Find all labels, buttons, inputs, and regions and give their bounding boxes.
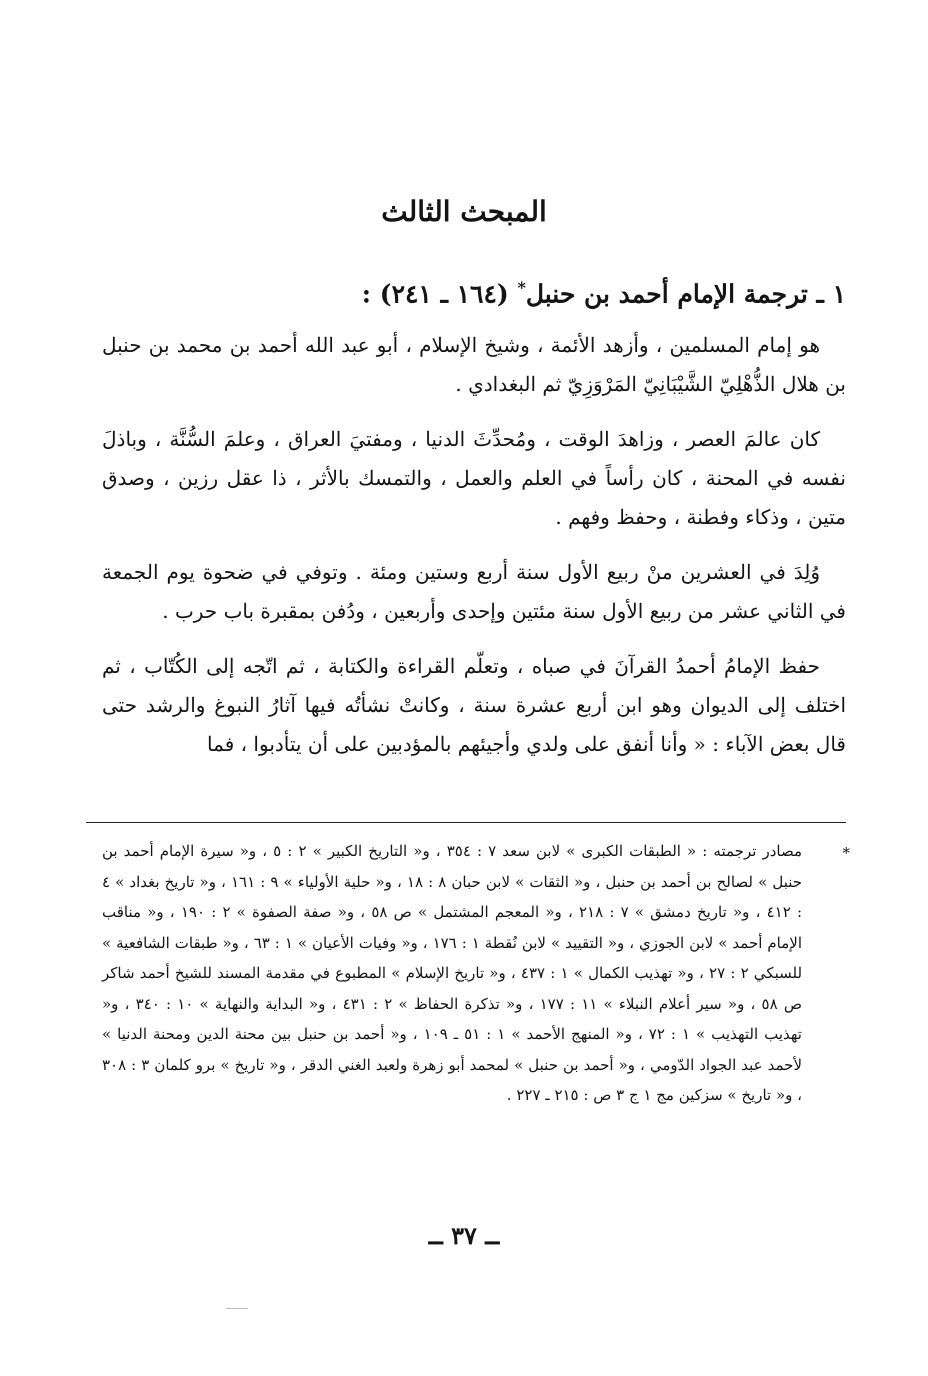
footnote-separator — [86, 822, 846, 823]
section-title: المبحث الثالث — [381, 195, 547, 228]
subsection-heading — [86, 268, 846, 314]
subsection-heading-text: ١ ـ ترجمة الإمام أحمد بن حنبل — [525, 279, 846, 309]
paragraph-qualities: كان عالمَ العصر ، وزاهدَ الوقت ، ومُحدِّثَ الدنيا ، ومفتيَ العراق ، وعلمَ السُّنَّة ، وباذلَ نفسه في المحنة ، كان رأساً في العلم والعمل ، والتمسك بالأثر ، ذا عقل رزين ، وصدق متين ، وذكاء وفطنة ، وحفظ وفهم . — [102, 427, 846, 529]
main-text — [102, 326, 846, 780]
footnote-reference[interactable]: * — [517, 278, 526, 297]
footnote — [102, 836, 850, 1111]
paragraph-lineage: هو إمام المسلمين ، وأزهد الأئمة ، وشيخ الإسلام ، أبو عبد الله أحمد بن محمد بن حنبل بن هلال الذُّهْلِيّ الشَّيْبَانِيّ المَرْوَزِيّ ثم البغدادي . — [102, 333, 846, 396]
paragraph-education: حفظ الإمامُ أحمدُ القرآنَ في صباه ، وتعلّم القراءة والكتابة ، ثم اتّجه إلى الكُتّاب ، ثم اختلف إلى الديوان وهو ابن أربع عشرة سنة ، وكانتْ نشأتُه فيها آثارُ النبوغ والرشد حتى قال بعض الآباء : « وأنا أنفق على ولدي وأجيئهم بالمؤدبين على أن يتأدبوا ، فما — [102, 654, 846, 756]
subsection-dates: (١٦٤ ـ ٢٤١) : — [361, 279, 518, 309]
page-number: ــ ٣٧ ــ — [428, 1221, 500, 1250]
paragraph-birth-death: وُلِدَ في العشرين منْ ربيع الأول سنة أربع وستين ومئة . وتوفي في ضحوة يوم الجمعة في الثاني عشر من ربيع الأول سنة مئتين وإحدى وأربعين ، ودُفن بمقبرة باب حرب . — [102, 560, 846, 623]
footnote-mark: * — [842, 844, 850, 862]
scan-artifact — [226, 1308, 248, 1309]
footnote-text: مصادر ترجمته : « الطبقات الكبرى » لابن سعد ٧ : ٣٥٤ ، و« التاريخ الكبير » ٢ : ٥ ، و« سيرة الإمام أحمد بن حنبل » لصالح بن أحمد بن حنبل ، و« الثقات » لابن حبان ٨ : ١٨ ، و« حلية الأولياء » ٩ : ١٦١ ، و« تاريخ بغداد » ٤ : ٤١٢ ، و« تاريخ دمشق » ٧ : ٢١٨ ، و« المعجم المشتمل » ص ٥٨ ، و« صفة الصفوة » ٢ : ١٩٠ ، و« مناقب الإمام أحمد » لابن الجوزي ، و« التقييد » لابن نُقطة ١ : ١٧٦ ، و« وفيات الأعيان » ١ : ٦٣ ، و« طبقات الشافعية » للسبكي ٢ : ٢٧ ، و« تهذيب الكمال » ١ : ٤٣٧ ، و« تاريخ الإسلام » المطبوع في مقدمة المسند للشيخ أحمد شاكر ص ٥٨ ، و« سير أعلام النبلاء » ١١ : ١٧٧ ، و« تذكرة الحفاظ » ٢ : ٤٣١ ، و« البداية والنهاية » ١٠ : ٣٤٠ ، و« تهذيب التهذيب » ١ : ٧٢ ، و« المنهج الأحمد » ١ : ٥١ ـ ١٠٩ ، و« أحمد بن حنبل بين محنة الدين ومحنة الدنيا » لأحمد عبد الجواد الدّومي ، و« أحمد بن حنبل » لمحمد أبو زهرة ولعبد الغني الدقر ، و« تاريخ » برو كلمان ٣ : ٣٠٨ ، و« تاريخ » سزكين مج ١ ج ٣ ص : ٢١٥ ـ ٢٢٧ . — [102, 842, 803, 1104]
